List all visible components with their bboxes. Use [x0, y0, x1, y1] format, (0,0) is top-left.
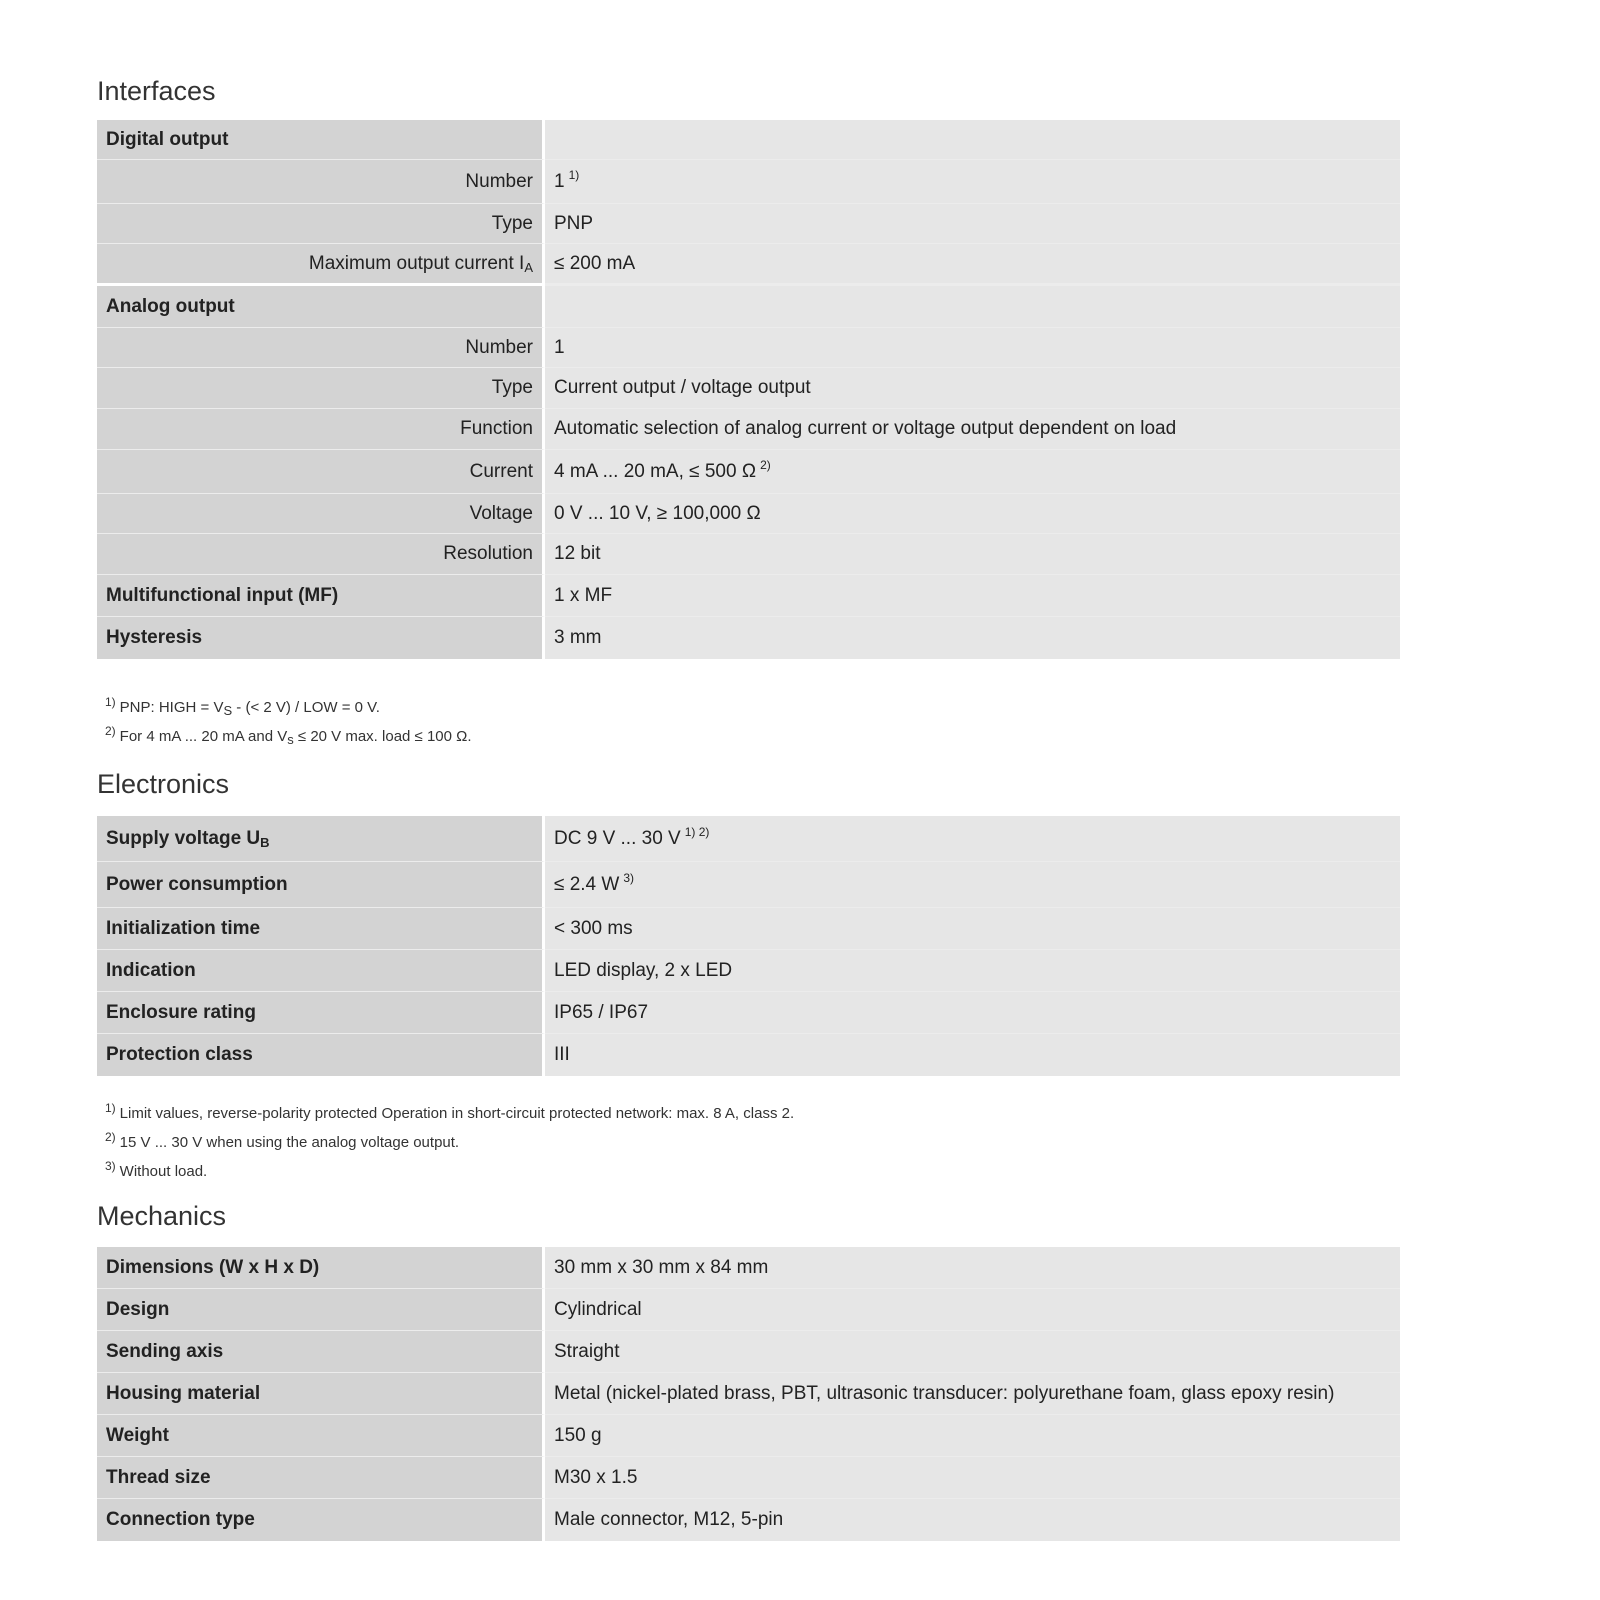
spec-label: Current [97, 450, 545, 494]
spec-value: ≤ 2.4 W $^{3)}$ [545, 862, 1400, 908]
spec-value: Straight [545, 1331, 1400, 1373]
spec-label: Function [97, 409, 545, 450]
spec-value: Current output / voltage output [545, 368, 1400, 409]
table-row [97, 286, 1400, 328]
spec-label: Dimensions (W x H x D) [97, 1247, 545, 1289]
spec-value: Automatic selection of analog current or voltage output dependent on load [545, 409, 1400, 450]
spec-value: IP65 / IP67 [545, 992, 1400, 1034]
spec-label: Thread size [97, 1457, 545, 1499]
spec-label: Power consumption [97, 862, 545, 908]
table-row [97, 160, 1400, 204]
footnote-ref: 1) 2) [684, 824, 710, 839]
spec-value: 1 [545, 328, 1400, 368]
spec-label: Enclosure rating [97, 992, 545, 1034]
spec-value: Male connector, M12, 5-pin [545, 1499, 1400, 1541]
group-heading-analog-output: Analog output [97, 286, 545, 328]
spec-label: Multifunctional input (MF) [97, 575, 545, 617]
spec-value: 150 g [545, 1415, 1400, 1457]
spec-label: Design [97, 1289, 545, 1331]
section-title-interfaces: Interfaces [97, 76, 216, 106]
spec-value: III [545, 1034, 1400, 1076]
table-row [97, 1415, 1400, 1457]
table-row [97, 368, 1400, 409]
spec-value: < 300 ms [545, 908, 1400, 950]
table-row [97, 617, 1400, 659]
spec-label: Connection type [97, 1499, 545, 1541]
spec-value: LED display, 2 x LED [545, 950, 1400, 992]
interfaces-footnotes [105, 693, 472, 751]
spec-value: DC 9 V ... 30 V $^{1) 2)}$ [545, 816, 1400, 862]
table-row [97, 1331, 1400, 1373]
spec-value: 1 $^{1)}$ [545, 160, 1400, 204]
spec-value: 12 bit [545, 534, 1400, 575]
electronics-footnotes [105, 1099, 794, 1186]
spec-label: Voltage [97, 494, 545, 534]
table-row [97, 816, 1400, 862]
table-row [97, 950, 1400, 992]
spec-value: ≤ 200 mA [545, 244, 1400, 286]
spec-label: Sending axis [97, 1331, 545, 1373]
table-row [97, 244, 1400, 286]
spec-value: Cylindrical [545, 1289, 1400, 1331]
spec-value: 0 V ... 10 V, ≥ 100,000 Ω [545, 494, 1400, 534]
table-row [97, 494, 1400, 534]
section-title-mechanics: Mechanics [97, 1201, 227, 1231]
table-row [97, 1373, 1400, 1415]
spec-value: 3 mm [545, 617, 1400, 659]
spec-label: Number [97, 160, 545, 204]
table-row [97, 1247, 1400, 1289]
spec-label: Number [97, 328, 545, 368]
spec-value: 4 mA ... 20 mA, ≤ 500 Ω $^{2)}$ [545, 450, 1400, 494]
spec-label: Maximum output current $I_A$ [97, 244, 545, 286]
spec-label: Type [97, 368, 545, 409]
table-row [97, 204, 1400, 244]
group-heading-digital-output: Digital output [97, 120, 545, 160]
spec-label: Type [97, 204, 545, 244]
footnote: $^{3)}$ Without load. [105, 1159, 208, 1180]
spec-value: Metal (nickel-plated brass, PBT, ultrasonic transducer: polyurethane foam, glass epoxy resin) [545, 1373, 1400, 1415]
spec-value: PNP [545, 204, 1400, 244]
table-row [97, 1457, 1400, 1499]
spec-label: Housing material [97, 1373, 545, 1415]
table-row [97, 1499, 1400, 1541]
table-row [97, 120, 1400, 160]
spec-value: 1 x MF [545, 575, 1400, 617]
spec-value: 30 mm x 30 mm x 84 mm [545, 1247, 1400, 1289]
table-row [97, 575, 1400, 617]
footnote-ref: 3) [623, 870, 635, 885]
table-row [97, 534, 1400, 575]
spec-label: Initialization time [97, 908, 545, 950]
table-row [97, 862, 1400, 908]
spec-label: Resolution [97, 534, 545, 575]
table-row [97, 992, 1400, 1034]
footnote: $^{2)}$ 15 V ... 30 V when using the analog voltage output. [105, 1130, 460, 1151]
table-row [97, 1289, 1400, 1331]
table-row [97, 450, 1400, 494]
table-row [97, 409, 1400, 450]
spec-label: Protection class [97, 1034, 545, 1076]
footnote-ref: 1) [568, 167, 580, 182]
spec-label: Hysteresis [97, 617, 545, 659]
footnote-ref: 2) [760, 457, 771, 472]
section-title-electronics: Electronics [97, 769, 230, 799]
table-row [97, 908, 1400, 950]
interfaces-table [97, 120, 1400, 659]
spec-label: Weight [97, 1415, 545, 1457]
footnote: $^{1)}$ PNP: HIGH = $V_S$ - (< 2 V) / LOW = 0 V. [105, 695, 380, 718]
spec-label: Supply voltage $U_B$ [97, 816, 545, 862]
spec-label: Indication [97, 950, 545, 992]
footnote: $^{1)}$ Limit values, reverse-polarity protected Operation in short-circuit protected network: max. 8 A, class 2. [105, 1101, 795, 1122]
table-row [97, 1034, 1400, 1076]
spec-value: M30 x 1.5 [545, 1457, 1400, 1499]
footnote: $^{2)}$ For 4 mA ... 20 mA and $V_s \le 20$ V max. load ≤ 100 Ω. [105, 724, 472, 747]
electronics-table [97, 816, 1400, 1076]
table-row [97, 328, 1400, 368]
mechanics-table [97, 1247, 1400, 1541]
